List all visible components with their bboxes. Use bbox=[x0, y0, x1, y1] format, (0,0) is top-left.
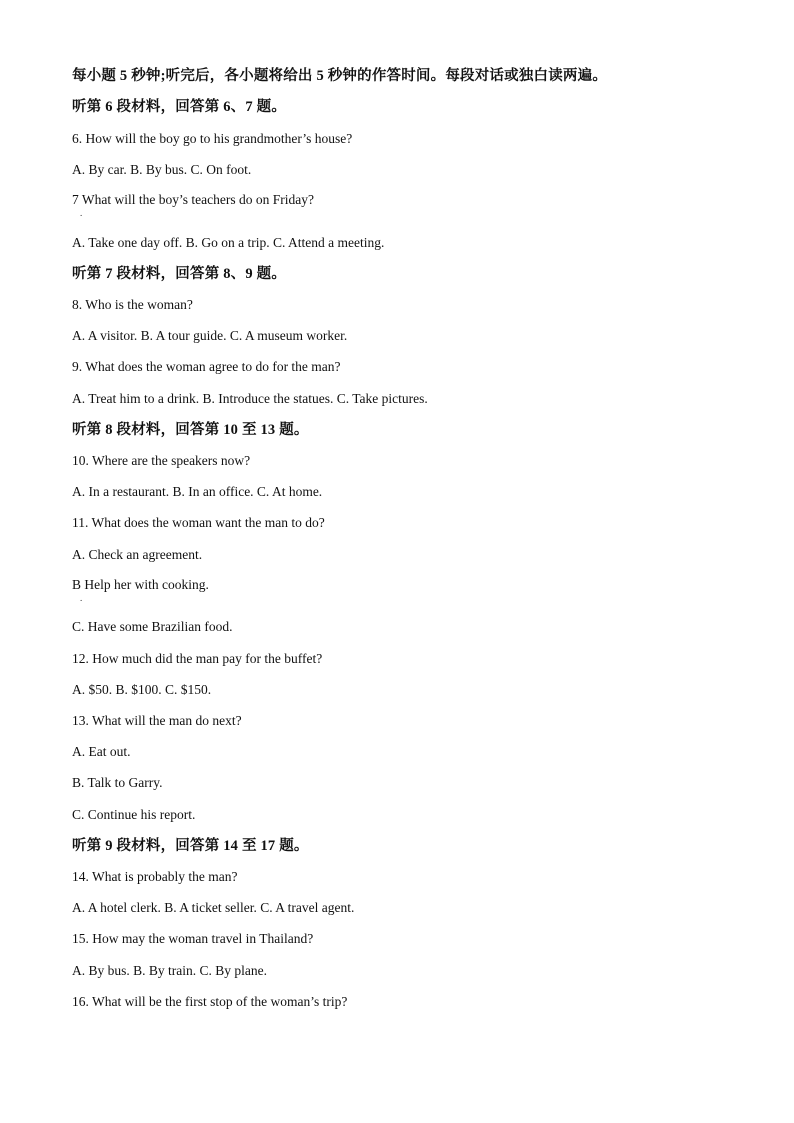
options-7: A. Take one day off. B. Go on a trip. C. Attend a meeting. bbox=[72, 235, 385, 250]
question-16: 16. What will be the first stop of the woman’s trip? bbox=[72, 994, 348, 1009]
question-14: 14. What is probably the man? bbox=[72, 869, 238, 884]
period-mark: . bbox=[80, 593, 83, 603]
options-14: A. A hotel clerk. B. A ticket seller. C. A travel agent. bbox=[72, 900, 355, 915]
question-9: 9. What does the woman agree to do for the man? bbox=[72, 359, 341, 374]
question-8: 8. Who is the woman? bbox=[72, 297, 193, 312]
options-8: A. A visitor. B. A tour guide. C. A museum worker. bbox=[72, 328, 348, 343]
options-6: A. By car. B. By bus. C. On foot. bbox=[72, 162, 252, 177]
option-13b: B. Talk to Garry. bbox=[72, 775, 163, 790]
section-heading-6: 听第 6 段材料，回答第 6、7 题。 bbox=[72, 99, 287, 115]
option-11b: B Help her with cooking. bbox=[72, 577, 209, 592]
options-15: A. By bus. B. By train. C. By plane. bbox=[72, 963, 267, 978]
options-9: A. Treat him to a drink. B. Introduce the statues. C. Take pictures. bbox=[72, 391, 428, 406]
period-mark: . bbox=[80, 208, 83, 218]
option-13a: A. Eat out. bbox=[72, 744, 131, 759]
section-heading-8: 听第 8 段材料，回答第 10 至 13 题。 bbox=[72, 422, 309, 438]
option-11c: C. Have some Brazilian food. bbox=[72, 619, 233, 634]
options-10: A. In a restaurant. B. In an office. C. At home. bbox=[72, 484, 323, 499]
section-heading-9: 听第 9 段材料，回答第 14 至 17 题。 bbox=[72, 838, 309, 854]
instruction-text: 每小题 5 秒钟;听完后，各小题将给出 5 秒钟的作答时间。每段对话或独白读两遍。 bbox=[72, 68, 608, 84]
question-11: 11. What does the woman want the man to do? bbox=[72, 515, 325, 530]
section-heading-7: 听第 7 段材料，回答第 8、9 题。 bbox=[72, 266, 287, 282]
question-15: 15. How may the woman travel in Thailand? bbox=[72, 931, 314, 946]
option-11a: A. Check an agreement. bbox=[72, 547, 203, 562]
question-13: 13. What will the man do next? bbox=[72, 713, 242, 728]
question-10: 10. Where are the speakers now? bbox=[72, 453, 251, 468]
question-7: 7 What will the boy’s teachers do on Friday? bbox=[72, 192, 314, 207]
options-12: A. $50. B. $100. C. $150. bbox=[72, 682, 212, 697]
question-12: 12. How much did the man pay for the buffet? bbox=[72, 651, 323, 666]
question-6: 6. How will the boy go to his grandmother’s house? bbox=[72, 131, 353, 146]
option-13c: C. Continue his report. bbox=[72, 807, 196, 822]
